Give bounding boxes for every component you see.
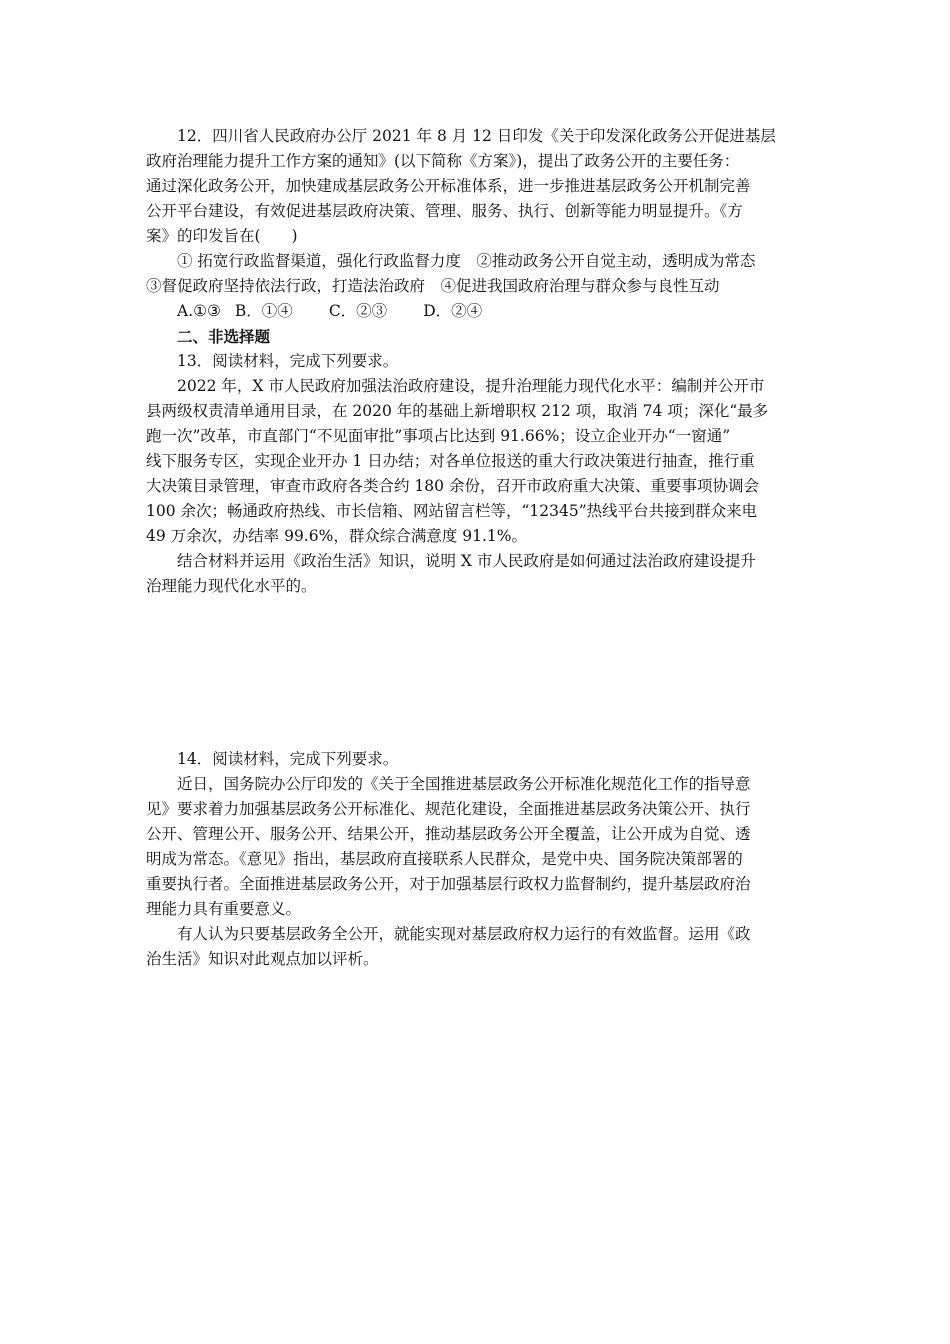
question-14 xyxy=(146,747,808,972)
q12-stem-line: 通过深化政务公开，加快建成基层政务公开标准体系，进一步推进基层政务公开机制完善 xyxy=(146,177,751,195)
q13-material-line: 100 余次；畅通政府热线、市长信箱、网站留言栏等，“12345”热线平台共接到群众来电 xyxy=(146,502,758,520)
q14-material-line: 重要执行者。全面推进基层政务公开，对于加强基层行政权力监督制约，提升基层政府治 xyxy=(146,875,751,893)
q12-stem-line: 政府治理能力提升工作方案的通知》(以下简称《方案》)，提出了政务公开的主要任务： xyxy=(146,152,740,170)
q14-material-line: 明成为常态。《意见》指出，基层政府直接联系人民群众，是党中央、国务院决策部署的 xyxy=(146,850,743,868)
q13-question-line: 治理能力现代化水平的。 xyxy=(146,577,317,595)
q14-material-line: 近日，国务院办公厅印发的《关于全国推进基层政务公开标准化规范化工作的指导意 xyxy=(177,775,751,793)
q12-stem-line: 12．四川省人民政府办公厅 2021 年 8 月 12 日印发《关于印发深化政务公开促进基层 xyxy=(177,127,776,145)
q13-question-line: 结合材料并运用《政治生活》知识，说明 X 市人民政府是如何通过法治政府建设提升 xyxy=(177,552,756,570)
choice-c[interactable]: C．②③ xyxy=(328,302,388,320)
choice-b[interactable]: B．①④ xyxy=(234,302,293,320)
q14-question-line: 有人认为只要基层政务全公开，就能实现对基层政府权力运行的有效监督。运用《政 xyxy=(177,925,751,943)
q14-material-line: 公开、管理公开、服务公开、结果公开，推动基层政务公开全覆盖，让公开成为自觉、透 xyxy=(146,825,751,843)
q12-options-line-2: ③督促政府坚持依法行政，打造法治政府 ④促进我国政府治理与群众参与良性互动 xyxy=(146,277,720,295)
q13-material-line: 跑一次”改革，市直部门“不见面审批”事项占比达到 91.66%；设立企业开办“一窗通” xyxy=(146,427,731,445)
q13-material-line: 县两级权责清单通用目录，在 2020 年的基础上新增职权 212 项，取消 74 项；深化“最多 xyxy=(146,402,769,420)
q14-prompt: 14．阅读材料，完成下列要求。 xyxy=(177,750,399,768)
q13-material-line: 线下服务专区，实现企业开办 1 日办结；对各单位报送的重大行政决策进行抽查，推行重 xyxy=(146,452,755,470)
q14-material-line: 见》要求着力加强基层政务公开标准化、规范化建设，全面推进基层政务决策公开、执行 xyxy=(146,800,751,818)
q12-choices xyxy=(146,299,808,324)
section-title-non-choice: 二、非选择题 xyxy=(177,327,271,346)
q13-material-line: 2022 年，X 市人民政府加强法治政府建设，提升治理能力现代化水平：编制并公开市 xyxy=(177,377,765,395)
q13-prompt: 13．阅读材料，完成下列要求。 xyxy=(177,352,399,370)
question-12 xyxy=(146,124,808,324)
exam-page xyxy=(146,124,808,1272)
q13-answer-space[interactable] xyxy=(146,599,808,747)
choice-a[interactable]: A.①③ xyxy=(177,302,221,320)
q14-answer-space[interactable] xyxy=(146,972,808,1272)
question-13 xyxy=(146,349,808,599)
q13-material-line: 大决策目录管理，审查市政府各类合约 180 余份，召开市政府重大决策、重要事项协调会 xyxy=(146,477,759,495)
q12-stem-line: 公开平台建设，有效促进基层政府决策、管理、服务、执行、创新等能力明显提升。《方 xyxy=(146,202,743,220)
q12-stem-line: 案》的印发旨在( ) xyxy=(146,227,298,245)
q12-options-line-1: ① 拓宽行政监督渠道，强化行政监督力度 ②推动政务公开自觉主动，透明成为常态 xyxy=(177,252,756,270)
q14-material-line: 理能力具有重要意义。 xyxy=(146,900,302,918)
q14-question-line: 治生活》知识对此观点加以评析。 xyxy=(146,950,379,968)
choice-d[interactable]: D．②④ xyxy=(423,302,483,320)
q13-material-line: 49 万余次，办结率 99.6%，群众综合满意度 91.1%。 xyxy=(146,527,527,545)
